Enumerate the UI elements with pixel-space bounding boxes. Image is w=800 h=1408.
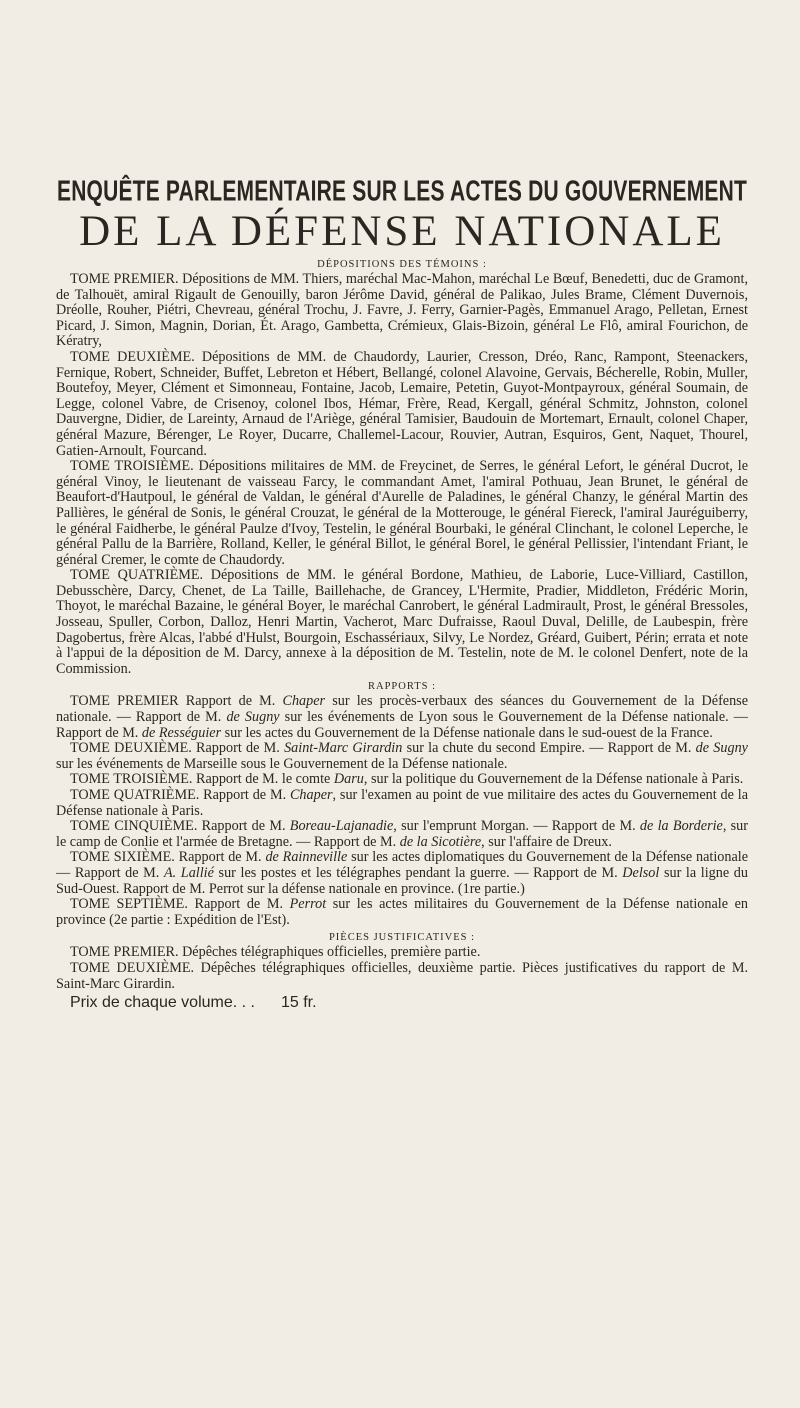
piece-tome-2: TOME DEUXIÈME. Dépêches télégraphiques officielles, deuxième partie. Pièces justificatives du rapport de M. Saint-Marc Girardin. — [56, 959, 748, 992]
rapports-list — [56, 694, 748, 928]
pieces-list — [56, 945, 748, 992]
deposition-tome-4: TOME QUATRIÈME. Dépositions de MM. le général Bordone, Mathieu, de Laborie, Luce-Villiard, Castillon, Debusschère, Darcy, Chenet, de La Taille, Baillehache, de Grancey, L'Hermite, Pradier, Middleton, Frédéric Morin, Thoyot, le maréchal Bazaine, le général Boyer, le maréchal Canrobert, le général Ladmirault, Prost, le général Bressoles, Josseau, Spuller, Corbon, Dalloz, Henri Martin, Vacherot, Marc Dufraisse, Raoul Duval, Delille, de Laubespin, frère Dagobertus, frère Alcas, l'abbé d'Hulst, Bourgoin, Eschassériaux, Silvy, Le Nordez, Gréard, Guibert, Périn; errata et note à l'appui de la déposition de M. Darcy, annexe à la déposition de M. Testelin, note de M. le colonel Denfert, note de la Commission. — [56, 567, 748, 677]
price-label: Prix de chaque volume. . . — [70, 994, 255, 1012]
section-heading-depositions: DÉPOSITIONS DES TÉMOINS : — [317, 259, 487, 270]
price-amount: 15 fr. — [280, 994, 317, 1012]
rapport-tome-1: TOME PREMIER Rapport de M. Chaper sur les procès-verbaux des séances du Gouvernement de la Défense nationale. — Rapport de M. de Sugny sur les événements de Lyon sous le Gouvernement de la Défense nationale. — Rapport de M. de Rességuier sur les actes du Gouvernement de la Défense nationale dans le sud-ouest de la France. — [56, 693, 749, 741]
rapport-tome-3: TOME TROISIÈME. Rapport de M. le comte Daru, sur la politique du Gouvernement de la Défense nationale à Paris. — [70, 771, 744, 788]
section-heading-rapports: RAPPORTS : — [367, 681, 437, 693]
title-top-line: ENQUÊTE PARLEMENTAIRE SUR LES ACTES DU GOUVERNEMENT — [56, 176, 748, 208]
price-line — [70, 994, 748, 1012]
deposition-tome-1: TOME PREMIER. Dépositions de MM. Thiers, maréchal Mac-Mahon, maréchal Le Bœuf, Benedetti, duc de Gramont, de Talhouët, amiral Rigault de Genouilly, baron Jérôme David, général de Palikao, Jules Brame, Clément Duvernois, Dréolle, Rouher, Piétri, Chevreau, général Trochu, J. Favre, J. Ferry, Garnier-Pagès, Emmanuel Arago, Pelletan, Ernest Picard, J. Simon, Magnin, Dorian, Ét. Arago, Gambetta, Crémieux, Glais-Bizoin, général Le Flô, amiral Fourichon, de Kératry, — [56, 271, 748, 350]
section-heading-pieces: PIÈCES JUSTIFICATIVES : — [328, 932, 476, 944]
rapport-tome-5: TOME CINQUIÈME. Rapport de M. Boreau-Lajanadie, sur l'emprunt Morgan. — Rapport de M. de la Borderie, sur le camp de Conlie et l'armée de Bretagne. — Rapport de M. de la Sicotière, sur l'affaire de Dreux. — [56, 818, 749, 850]
rapport-tome-2: TOME DEUXIÈME. Rapport de M. Saint-Marc Girardin sur la chute du second Empire. — Rapport de M. de Sugny sur les événements de Marseille sous le Gouvernement de la Défense nationale. — [56, 740, 748, 772]
piece-tome-1: TOME PREMIER. Dépêches télégraphiques officielles, première partie. — [70, 944, 481, 961]
depositions-list — [56, 272, 748, 677]
deposition-tome-2: TOME DEUXIÈME. Dépositions de MM. de Chaudordy, Laurier, Cresson, Dréo, Ranc, Rampont, Steenackers, Fernique, Robert, Schneider, Buffet, Lebreton et Hébert, Bellangé, colonel Alavoine, Gervais, Bécherelle, Robin, Muller, Boutefoy, Meyer, Clément et Simonneau, Fontaine, Jacob, Lemaire, Petetin, Guyot-Montpayroux, général Soumain, de Legge, colonel Vabre, de Crisenoy, colonel Ibos, Hémar, Frère, Read, Kergall, général Schmitz, Johnston, colonel Dauvergne, Didier, de Lareinty, Arnaud de l'Ariège, général Tamisier, Baudouin de Mortemart, Ernault, colonel Chaper, général Mazure, Bérenger, Le Royer, Ducarre, Challemel-Lacour, Rouvier, Autran, Esquiros, Gent, Naquet, Thourel, Gatien-Arnoult, Fourcand. — [56, 348, 748, 459]
deposition-tome-3: TOME TROISIÈME. Dépositions militaires de MM. de Freycinet, de Serres, le général Lefort, le général Ducrot, le général Vinoy, le lieutenant de vaisseau Farcy, le commandant Amet, l'amiral Pothuau, Jean Brunet, le général de Beaufort-d'Hautpoul, le général de Valdan, le général d'Aurelle de Paladines, le général Chanzy, le général Martin des Pallières, le général de Sonis, le général Crouzat, le général de la Motterouge, le général Fiereck, l'amiral Jauréguiberry, le général Faidherbe, le général Paulze d'Ivoy, Testelin, le général Bourbaki, le général Clinchant, le colonel Leperche, le général Pallu de la Barrière, Rolland, Keller, le général Billot, le général Borel, le général Pellissier, l'intendant Friant, le général Cremer, le comte de Chaudordy. — [56, 458, 748, 568]
rapport-tome-6: TOME SIXIÈME. Rapport de M. de Rainneville sur les actes diplomatiques du Gouvernement de la Défense nationale — Rapport de M. A. Lallié sur les postes et les télégraphes pendant la guerre. — Rapport de M. Delsol sur la ligne du Sud-Ouest. Rapport de M. Perrot sur la défense nationale en province. (1re partie.) — [56, 849, 748, 897]
title-main: DE LA DÉFENSE NATIONALE — [79, 208, 725, 255]
rapport-tome-7: TOME SEPTIÈME. Rapport de M. Perrot sur les actes militaires du Gouvernement de la Défense nationale en province (2e partie : Expédition de l'Est). — [56, 896, 749, 928]
rapport-tome-4: TOME QUATRIÈME. Rapport de M. Chaper, sur l'examen au point de vue militaire des actes du Gouvernement de la Défense nationale à Paris. — [56, 787, 748, 819]
